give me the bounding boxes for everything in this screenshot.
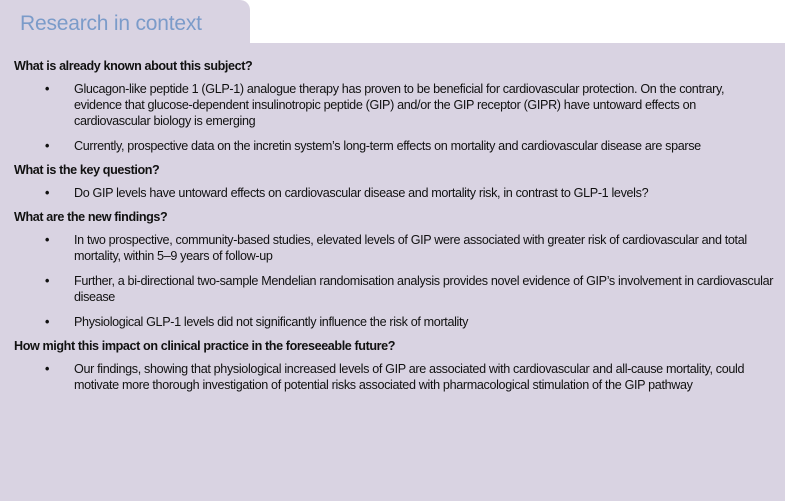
bullet-icon: •: [45, 82, 50, 96]
bullet-text: Further, a bi-directional two-sample Mendelian randomisation analysis provides novel evidence of GIP’s involvement in cardiovascular disease: [74, 274, 774, 304]
bullet-list: [14, 185, 774, 201]
list-item: [14, 232, 774, 264]
research-in-context-box: [0, 43, 785, 501]
content: [14, 59, 774, 402]
bullet-text: Physiological GLP-1 levels did not significantly influence the risk of mortality: [74, 315, 469, 329]
bullet-text: In two prospective, community-based studies, elevated levels of GIP were associated with greater risk of cardiovascular and total mortality, within 5–9 years of follow-up: [74, 233, 747, 263]
bullet-list: [14, 232, 774, 330]
section-heading: What is already known about this subject?: [14, 59, 253, 73]
title-tab: [0, 0, 250, 48]
bullet-icon: •: [45, 139, 50, 153]
list-item: [14, 273, 774, 305]
bullet-text: Our findings, showing that physiological increased levels of GIP are associated with cardiovascular and all-cause mortality, could motivate more thorough investigation of potential risks associated with pharmacological stimulation of the GIP pathway: [74, 362, 745, 392]
bullet-icon: •: [45, 186, 50, 200]
list-item: [14, 185, 774, 201]
bullet-list: [14, 81, 774, 154]
section-heading: What is the key question?: [14, 163, 160, 177]
section-heading: How might this impact on clinical practice in the foreseeable future?: [14, 339, 396, 353]
bullet-icon: •: [45, 233, 50, 247]
list-item: [14, 361, 774, 393]
bullet-icon: •: [45, 274, 50, 288]
bullet-list: [14, 361, 774, 393]
section-heading: What are the new findings?: [14, 210, 168, 224]
bullet-text: Glucagon-like peptide 1 (GLP-1) analogue therapy has proven to be beneficial for cardiovascular protection. On the contrary, evidence that glucose-dependent insulinotropic peptide (GIP) and/or the GIP receptor (GIPR) have untoward effects on cardiovascular biology is emerging: [74, 82, 725, 128]
bullet-icon: •: [45, 362, 50, 376]
list-item: [14, 138, 774, 154]
list-item: [14, 314, 774, 330]
bullet-text: Currently, prospective data on the incretin system’s long-term effects on mortality and cardiovascular disease are sparse: [74, 139, 701, 153]
bullet-icon: •: [45, 315, 50, 329]
bullet-text: Do GIP levels have untoward effects on cardiovascular disease and mortality risk, in contrast to GLP-1 levels?: [74, 186, 649, 200]
list-item: [14, 81, 774, 129]
box-title: Research in context: [20, 12, 202, 35]
